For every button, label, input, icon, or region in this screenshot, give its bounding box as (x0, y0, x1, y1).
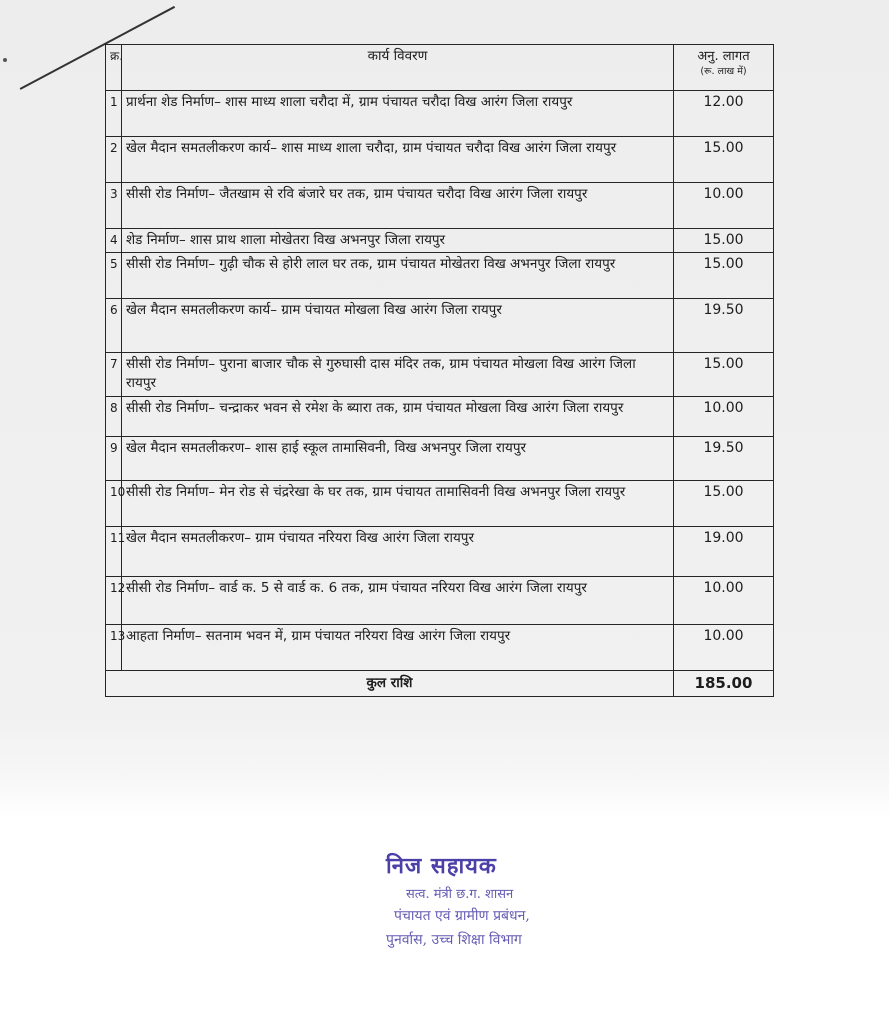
cost-cell: 15.00 (674, 253, 774, 299)
total-row (106, 671, 774, 697)
scan-dot (3, 58, 7, 62)
table-row (106, 229, 774, 253)
table-row (106, 91, 774, 137)
serial-cell: 5 (106, 253, 122, 299)
cost-cell: 12.00 (674, 91, 774, 137)
cost-cell: 15.00 (674, 353, 774, 397)
cost-cell: 15.00 (674, 137, 774, 183)
cost-cell: 19.50 (674, 299, 774, 353)
cost-cell: 10.00 (674, 183, 774, 229)
serial-cell: 6 (106, 299, 122, 353)
description-cell: सीसी रोड निर्माण– गुढ़ी चौक से होरी लाल घर तक, ग्राम पंचायत मोखेतरा विख अभनपुर जिला रायपुर (122, 253, 674, 299)
table-row (106, 481, 774, 527)
serial-cell: 8 (106, 397, 122, 437)
description-cell: सीसी रोड निर्माण– वार्ड क. 5 से वार्ड क. 6 तक, ग्राम पंचायत नरियरा विख आरंग जिला रायपुर (122, 577, 674, 625)
cost-cell: 15.00 (674, 229, 774, 253)
total-amount: 185.00 (674, 671, 774, 697)
table-row (106, 183, 774, 229)
stamp-line-4: पुनर्वास, उच्च शिक्षा विभाग (386, 932, 522, 948)
serial-cell: 11 (106, 527, 122, 577)
table-row (106, 397, 774, 437)
table-row (106, 137, 774, 183)
cost-cell: 19.50 (674, 437, 774, 481)
cost-cell: 15.00 (674, 481, 774, 527)
description-cell: खेल मैदान समतलीकरण कार्य– शास माध्य शाला चरौदा, ग्राम पंचायत चरौदा विख आरंग जिला रायपुर (122, 137, 674, 183)
total-label: कुल राशि (106, 671, 674, 697)
stamp-line-2: सत्व. मंत्री छ.ग. शासन (406, 887, 514, 902)
stamp-line-3: पंचायत एवं ग्रामीण प्रबंधन, (394, 908, 530, 924)
header-serial: क्र. (106, 45, 122, 91)
serial-cell: 3 (106, 183, 122, 229)
header-cost-unit: (रू. लाख में) (700, 66, 747, 77)
serial-cell: 7 (106, 353, 122, 397)
description-cell: सीसी रोड निर्माण– जैतखाम से रवि बंजारे घर तक, ग्राम पंचायत चरौदा विख आरंग जिला रायपुर (122, 183, 674, 229)
cost-cell: 19.00 (674, 527, 774, 577)
table-row (106, 577, 774, 625)
table-row (106, 253, 774, 299)
description-cell: सीसी रोड निर्माण– मेन रोड से चंद्ररेखा के घर तक, ग्राम पंचायत तामासिवनी विख अभनपुर जिला रायपुर (122, 481, 674, 527)
table-row (106, 625, 774, 671)
serial-cell: 9 (106, 437, 122, 481)
table-row (106, 527, 774, 577)
works-table (105, 44, 774, 697)
description-cell: आहता निर्माण– सतनाम भवन में, ग्राम पंचायत नरियरा विख आरंग जिला रायपुर (122, 625, 674, 671)
description-cell: खेल मैदान समतलीकरण– ग्राम पंचायत नरियरा विख आरंग जिला रायपुर (122, 527, 674, 577)
header-cost (674, 45, 774, 91)
official-stamp (380, 850, 600, 965)
cost-cell: 10.00 (674, 577, 774, 625)
table-body (106, 91, 774, 671)
serial-cell: 2 (106, 137, 122, 183)
stamp-line-1: निज सहायक (386, 853, 497, 879)
header-description: कार्य विवरण (122, 45, 674, 91)
header-cost-label: अनु. लागत (697, 49, 750, 64)
table-header-row (106, 45, 774, 91)
cost-cell: 10.00 (674, 625, 774, 671)
table-row (106, 437, 774, 481)
description-cell: सीसी रोड निर्माण– पुराना बाजार चौक से गुरुघासी दास मंदिर तक, ग्राम पंचायत मोखला विख आरंग जिला रायपुर (122, 353, 674, 397)
table-row (106, 353, 774, 397)
description-cell: शेड निर्माण– शास प्राथ शाला मोखेतरा विख अभनपुर जिला रायपुर (122, 229, 674, 253)
description-cell: प्रार्थना शेड निर्माण– शास माध्य शाला चरौदा में, ग्राम पंचायत चरौदा विख आरंग जिला रायपुर (122, 91, 674, 137)
description-cell: सीसी रोड निर्माण– चन्द्राकर भवन से रमेश के ब्यारा तक, ग्राम पंचायत मोखला विख आरंग जिला रायपुर (122, 397, 674, 437)
cost-cell: 10.00 (674, 397, 774, 437)
description-cell: खेल मैदान समतलीकरण– शास हाई स्कूल तामासिवनी, विख अभनपुर जिला रायपुर (122, 437, 674, 481)
description-cell: खेल मैदान समतलीकरण कार्य– ग्राम पंचायत मोखला विख आरंग जिला रायपुर (122, 299, 674, 353)
serial-cell: 13 (106, 625, 122, 671)
serial-cell: 10 (106, 481, 122, 527)
serial-cell: 4 (106, 229, 122, 253)
serial-cell: 1 (106, 91, 122, 137)
table-row (106, 299, 774, 353)
serial-cell: 12 (106, 577, 122, 625)
